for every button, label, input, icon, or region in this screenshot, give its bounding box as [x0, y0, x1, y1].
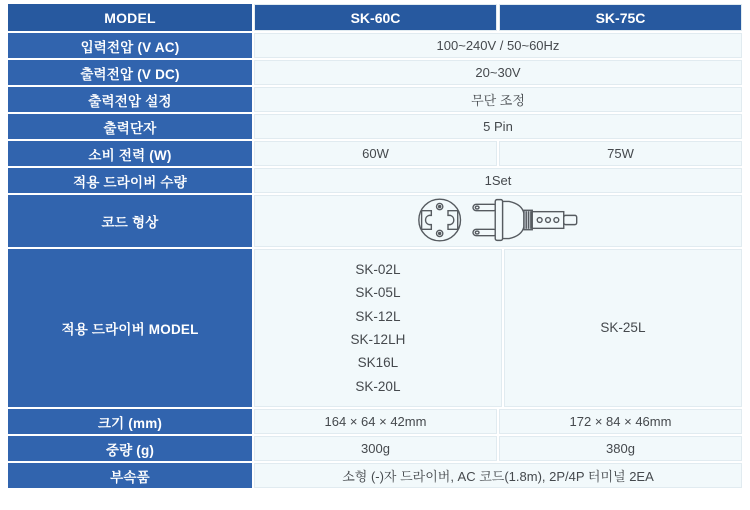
- row-power-consumption: [8, 141, 742, 166]
- row-accessories-value: 소형 (-)자 드라이버, AC 코드(1.8m), 2P/4P 터미널 2EA: [254, 463, 742, 488]
- row-cord-shape: [8, 195, 742, 247]
- header-col-sk75c: SK-75C: [499, 4, 742, 31]
- row-power-consumption-label: 소비 전력 (W): [8, 141, 252, 166]
- header-model-label: MODEL: [8, 4, 252, 31]
- row-weight-sk75c: 380g: [499, 436, 742, 461]
- row-driver-models-label: 적용 드라이버 MODEL: [8, 249, 252, 407]
- row-output-terminal-value: 5 Pin: [254, 114, 742, 139]
- row-accessories: [8, 463, 742, 488]
- row-power-consumption-sk60c: 60W: [254, 141, 497, 166]
- row-weight-label: 중량 (g): [8, 436, 252, 461]
- row-size-label: 크기 (mm): [8, 409, 252, 434]
- row-output-voltage-label: 출력전압 (V DC): [8, 60, 252, 85]
- row-cord-shape-label: 코드 형상: [8, 195, 252, 247]
- row-driver-quantity-value: 1Set: [254, 168, 742, 193]
- row-output-voltage-value: 20~30V: [254, 60, 742, 85]
- row-output-terminal: [8, 114, 742, 139]
- row-input-voltage-value: 100~240V / 50~60Hz: [254, 33, 742, 58]
- row-driver-models: [8, 249, 742, 407]
- header-col-sk60c: SK-60C: [254, 4, 497, 31]
- row-driver-quantity-label: 적용 드라이버 수량: [8, 168, 252, 193]
- driver-model-item: SK16L: [357, 355, 399, 371]
- row-weight-sk60c: 300g: [254, 436, 497, 461]
- row-cord-shape-value: [254, 195, 742, 247]
- row-power-consumption-sk75c: 75W: [499, 141, 742, 166]
- driver-model-item: SK-25L: [600, 320, 646, 336]
- row-output-voltage-setting-value: 무단 조정: [254, 87, 742, 112]
- driver-model-item: SK-20L: [355, 378, 401, 394]
- row-driver-quantity: [8, 168, 742, 193]
- power-plug-illustration-icon: [405, 195, 591, 248]
- row-accessories-label: 부속품: [8, 463, 252, 488]
- driver-model-item: SK-12L: [355, 308, 401, 324]
- row-size-sk60c: 164 × 64 × 42mm: [254, 409, 497, 434]
- driver-model-item: SK-02L: [355, 261, 401, 277]
- table-header-row: [8, 4, 742, 31]
- row-size: [8, 409, 742, 434]
- row-output-voltage: [8, 60, 742, 85]
- row-output-voltage-setting-label: 출력전압 설정: [8, 87, 252, 112]
- row-output-voltage-setting: [8, 87, 742, 112]
- row-output-terminal-label: 출력단자: [8, 114, 252, 139]
- row-driver-models-sk75c: [504, 249, 742, 407]
- driver-model-item: SK-05L: [355, 285, 401, 301]
- row-size-sk75c: 172 × 84 × 46mm: [499, 409, 742, 434]
- driver-model-item: SK-12LH: [350, 331, 406, 347]
- row-driver-models-sk60c-list: [254, 249, 502, 407]
- row-input-voltage-label: 입력전압 (V AC): [8, 33, 252, 58]
- spec-table: [8, 4, 742, 488]
- row-input-voltage: [8, 33, 742, 58]
- row-weight: [8, 436, 742, 461]
